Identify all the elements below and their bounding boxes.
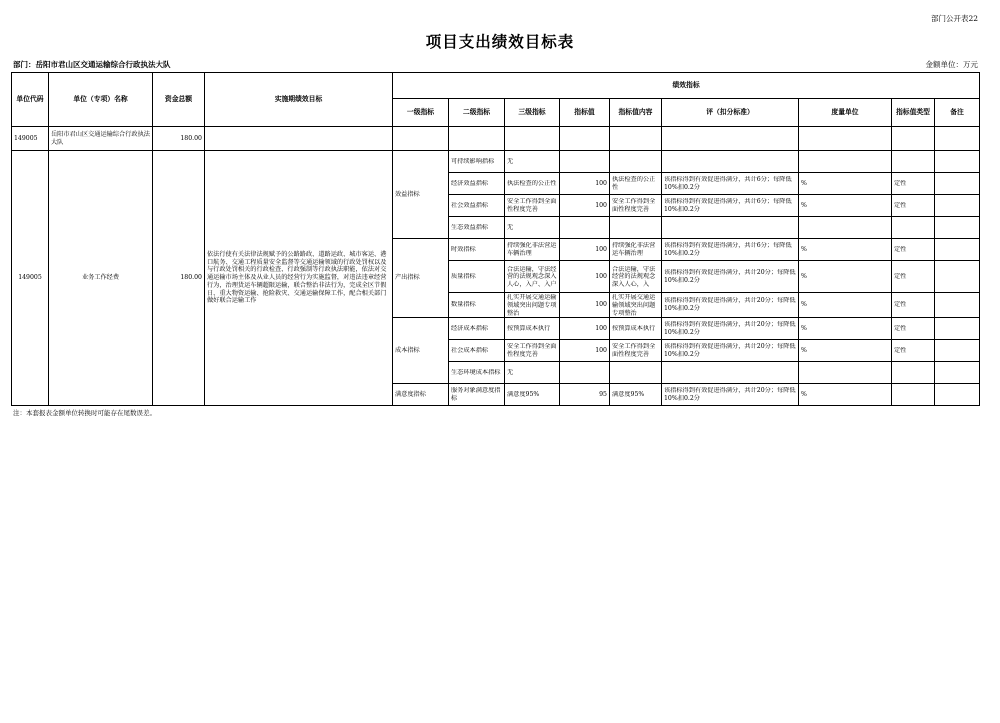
- header-value-content: 指标值内容: [610, 99, 662, 127]
- measure-unit-cell: %: [799, 195, 892, 217]
- value-cell: 100: [560, 340, 610, 362]
- level1-output: 产出指标: [393, 239, 449, 318]
- remark-cell: [935, 151, 980, 173]
- scoring-cell: [662, 217, 799, 239]
- level2-cell: 生态环境成本指标: [449, 362, 505, 384]
- performance-table: [11, 72, 980, 406]
- measure-unit-cell: %: [799, 293, 892, 318]
- header-value-type: 指标值类型: [892, 99, 935, 127]
- header-scoring: 评（扣分标准）: [662, 99, 799, 127]
- value-content-cell: 合法运输，守法经营的法规观念深入人心，入: [610, 261, 662, 293]
- summary-code: 149005: [12, 127, 49, 151]
- value-type-cell: 定性: [892, 261, 935, 293]
- table-row: [12, 151, 980, 173]
- value-type-cell: [892, 362, 935, 384]
- value-type-cell: 定性: [892, 173, 935, 195]
- table-number-label: 部门公开表22: [930, 14, 978, 23]
- value-type-cell: 定性: [892, 318, 935, 340]
- level2-cell: 数量指标: [449, 293, 505, 318]
- header-unit-name: 单位（专项）名称: [49, 73, 153, 127]
- value-cell: [560, 362, 610, 384]
- value-type-cell: 定性: [892, 340, 935, 362]
- remark-cell: [935, 362, 980, 384]
- scoring-cell: 该指标得到有效促进得满分，共计20分；每降低10%扣0.2分: [662, 318, 799, 340]
- value-cell: 100: [560, 173, 610, 195]
- level2-cell: 生态效益指标: [449, 217, 505, 239]
- indicator-rows: [12, 151, 980, 406]
- value-type-cell: 定性: [892, 195, 935, 217]
- summary-row: [12, 127, 980, 151]
- value-content-cell: 执法检查的公正性: [610, 173, 662, 195]
- footnote: 注：本套报表金额单位转换时可能存在尾数误差。: [13, 409, 156, 417]
- remark-cell: [935, 340, 980, 362]
- header-total-funds: 资金总额: [153, 73, 205, 127]
- level3-cell: 安全工作得到全面性程度完善: [505, 195, 560, 217]
- remark-cell: [935, 173, 980, 195]
- project-goal: 依法行使有关法律法规赋予的公路路政、道路运政、城市客运、港口航务、交通工程质量安全监督等交通运输领域的行政处罚权以及与行政处罚相关的行政检查、行政强制等行政执法职能，依法对交通运输市场主体及从业人员的经营行为实施监督，对违法违章经营行为，治理货运车辆超限运输，联合整治非法行为，完成全区节假日、重大物资运输、抢险救灾、交通运输保障工作，配合相关部门做好联合运输工作: [205, 151, 393, 406]
- scoring-cell: 该指标得到有效促进得满分，共计6分；每降低10%扣0.2分: [662, 239, 799, 261]
- scoring-cell: 该指标得到有效促进得满分，共计20分；每降低10%扣0.2分: [662, 340, 799, 362]
- page-title: 项目支出绩效目标表: [425, 32, 575, 51]
- remark-cell: [935, 195, 980, 217]
- level1-benefit: 效益指标: [393, 151, 449, 239]
- measure-unit-cell: [799, 151, 892, 173]
- level3-cell: 合法运输，守法经营的法规观念深入人心，入户、入户: [505, 261, 560, 293]
- scoring-cell: [662, 362, 799, 384]
- header-indicators: 绩效指标: [393, 73, 980, 99]
- remark-cell: [935, 261, 980, 293]
- level2-cell: 社会效益指标: [449, 195, 505, 217]
- level2-cell: 经济成本指标: [449, 318, 505, 340]
- money-unit-label: 金额单位：万元: [925, 60, 978, 69]
- header-value: 指标值: [560, 99, 610, 127]
- level3-cell: 无: [505, 151, 560, 173]
- remark-cell: [935, 384, 980, 406]
- measure-unit-cell: %: [799, 318, 892, 340]
- measure-unit-cell: %: [799, 340, 892, 362]
- value-cell: 100: [560, 261, 610, 293]
- value-cell: 100: [560, 239, 610, 261]
- measure-unit-cell: %: [799, 173, 892, 195]
- scoring-cell: 该指标得到有效促进得满分，共计6分；每降低10%扣0.2分: [662, 195, 799, 217]
- level3-cell: 安全工作得到全面性程度完善: [505, 340, 560, 362]
- level2-cell: 服务对象满意度指标: [449, 384, 505, 406]
- level2-cell: 经济效益指标: [449, 173, 505, 195]
- summary-amount: 180.00: [153, 127, 205, 151]
- value-content-cell: [610, 151, 662, 173]
- project-code: 149005: [12, 151, 49, 406]
- level1-cost: 成本指标: [393, 318, 449, 384]
- value-content-cell: 按预算成本执行: [610, 318, 662, 340]
- value-cell: [560, 151, 610, 173]
- measure-unit-cell: [799, 217, 892, 239]
- value-content-cell: 安全工作得到全面性程度完善: [610, 195, 662, 217]
- value-content-cell: [610, 217, 662, 239]
- measure-unit-cell: [799, 362, 892, 384]
- header-remark: 备注: [935, 99, 980, 127]
- value-type-cell: 定性: [892, 293, 935, 318]
- value-cell: 100: [560, 318, 610, 340]
- level3-cell: 满意度95%: [505, 384, 560, 406]
- level3-cell: 执法检查的公正性: [505, 173, 560, 195]
- value-type-cell: [892, 217, 935, 239]
- scoring-cell: 该指标得到有效促进得满分，共计6分；每降低10%扣0.2分: [662, 173, 799, 195]
- level3-cell: 无: [505, 217, 560, 239]
- value-cell: [560, 217, 610, 239]
- header-unit-code: 单位代码: [12, 73, 49, 127]
- level3-cell: 无: [505, 362, 560, 384]
- level2-cell: 可持续影响指标: [449, 151, 505, 173]
- remark-cell: [935, 293, 980, 318]
- remark-cell: [935, 318, 980, 340]
- remark-cell: [935, 217, 980, 239]
- value-type-cell: 定性: [892, 239, 935, 261]
- value-type-cell: [892, 384, 935, 406]
- header-level1: 一级指标: [393, 99, 449, 127]
- department-label: 部门：岳阳市君山区交通运输综合行政执法大队: [13, 60, 171, 69]
- summary-name: 岳阳市君山区交通运输综合行政执法大队: [49, 127, 153, 151]
- level2-cell: 社会成本指标: [449, 340, 505, 362]
- scoring-cell: 该指标得到有效促进得满分，共计20分；每降低10%扣0.2分: [662, 261, 799, 293]
- level2-cell: 时效指标: [449, 239, 505, 261]
- value-cell: 100: [560, 293, 610, 318]
- level3-cell: 按预算成本执行: [505, 318, 560, 340]
- value-content-cell: [610, 362, 662, 384]
- header-goal: 实施期绩效目标: [205, 73, 393, 127]
- value-content-cell: 满意度95%: [610, 384, 662, 406]
- value-content-cell: 扎实开展交通运输领域突出问题专项整治: [610, 293, 662, 318]
- scoring-cell: [662, 151, 799, 173]
- scoring-cell: 该指标得到有效促进得满分，共计20分；每降低10%扣0.2分: [662, 384, 799, 406]
- measure-unit-cell: %: [799, 239, 892, 261]
- value-cell: 100: [560, 195, 610, 217]
- project-amount: 180.00: [153, 151, 205, 406]
- value-content-cell: 持续强化非法营运车辆治理: [610, 239, 662, 261]
- level3-cell: 持续强化非法营运车辆治理: [505, 239, 560, 261]
- scoring-cell: 该指标得到有效促进得满分，共计20分；每降低10%扣0.2分: [662, 293, 799, 318]
- level1-satisfaction: 满意度指标: [393, 384, 449, 406]
- project-name: 业务工作经费: [49, 151, 153, 406]
- value-type-cell: [892, 151, 935, 173]
- measure-unit-cell: %: [799, 384, 892, 406]
- level2-cell: 质量指标: [449, 261, 505, 293]
- header-measure-unit: 度量单位: [799, 99, 892, 127]
- value-content-cell: 安全工作得到全面性程度完善: [610, 340, 662, 362]
- value-cell: 95: [560, 384, 610, 406]
- header-level3: 三级指标: [505, 99, 560, 127]
- measure-unit-cell: %: [799, 261, 892, 293]
- remark-cell: [935, 239, 980, 261]
- level3-cell: 扎实开展交通运输领域突出问题专项整治: [505, 293, 560, 318]
- header-level2: 二级指标: [449, 99, 505, 127]
